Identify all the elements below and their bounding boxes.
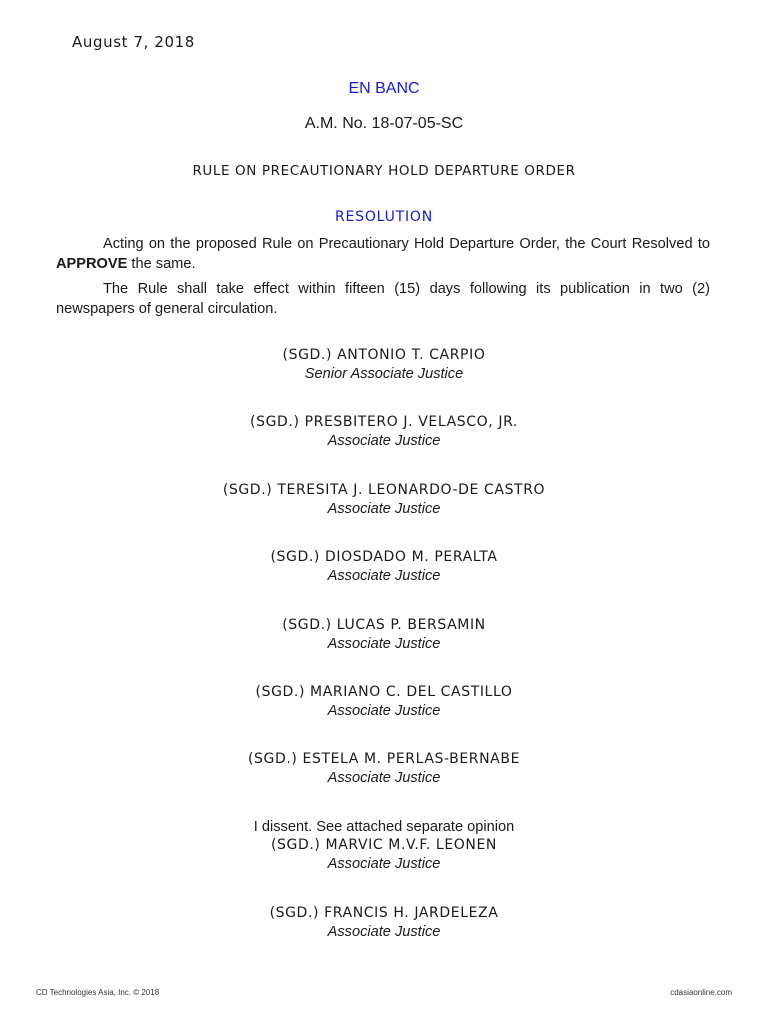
signatory-block [0, 413, 768, 451]
document-date: August 7, 2018 [72, 33, 195, 51]
paragraph-approval-before: Acting on the proposed Rule on Precautionary Hold Departure Order, the Court Resolved to [103, 236, 710, 252]
signatory-title: Associate Justice [327, 770, 441, 786]
signatory-block [0, 818, 768, 874]
case-number: A.M. No. 18-07-05-SC [304, 115, 464, 132]
paragraph-approval-after: the same. [127, 255, 196, 272]
signatory-title: Associate Justice [327, 501, 441, 517]
signatory-name: (SGD.) ANTONIO T. CARPIO [282, 347, 486, 363]
signatory-name: (SGD.) ESTELA M. PERLAS-BERNABE [247, 751, 521, 767]
division-label: EN BANC [348, 80, 420, 97]
signatory-title: Associate Justice [327, 636, 441, 652]
signatory-block [0, 481, 768, 519]
signatory-block [0, 548, 768, 586]
paragraph-effectivity: The Rule shall take effect within fifteen (15) days following its publication in two (2) newspapers of general circulation. [56, 281, 710, 317]
signatory-block [0, 616, 768, 654]
paragraph-approval [56, 235, 710, 274]
footer-site-link[interactable]: cdasiaonline.com [670, 988, 732, 997]
signatory-title: Associate Justice [327, 924, 441, 940]
signatory-name: (SGD.) FRANCIS H. JARDELEZA [269, 905, 499, 921]
signatory-title: Associate Justice [327, 433, 441, 449]
signatory-title: Associate Justice [327, 856, 441, 872]
signatory-block [0, 346, 768, 384]
signatory-title: Associate Justice [327, 568, 441, 584]
signatory-name: (SGD.) MARVIC M.V.F. LEONEN [270, 837, 497, 853]
signatory-title: Associate Justice [327, 703, 441, 719]
signatory-name: (SGD.) DIOSDADO M. PERALTA [270, 549, 498, 565]
footer-copyright: CD Technologies Asia, Inc. © 2018 [36, 988, 160, 997]
signatory-name: (SGD.) PRESBITERO J. VELASCO, JR. [250, 414, 518, 430]
signatory-block [0, 904, 768, 942]
rule-title: RULE ON PRECAUTIONARY HOLD DEPARTURE ORDER [192, 163, 576, 179]
dissent-note: I dissent. See attached separate opinion [253, 819, 515, 835]
signatory-title: Senior Associate Justice [304, 366, 464, 382]
signatory-name: (SGD.) TERESITA J. LEONARDO-DE CASTRO [222, 482, 546, 498]
resolution-heading: RESOLUTION [334, 209, 433, 225]
signatory-name: (SGD.) MARIANO C. DEL CASTILLO [255, 684, 513, 700]
signatory-block [0, 683, 768, 721]
paragraph-approval-bold: APPROVE [56, 255, 128, 272]
signatory-name: (SGD.) LUCAS P. BERSAMIN [282, 617, 486, 633]
signatory-block [0, 750, 768, 788]
